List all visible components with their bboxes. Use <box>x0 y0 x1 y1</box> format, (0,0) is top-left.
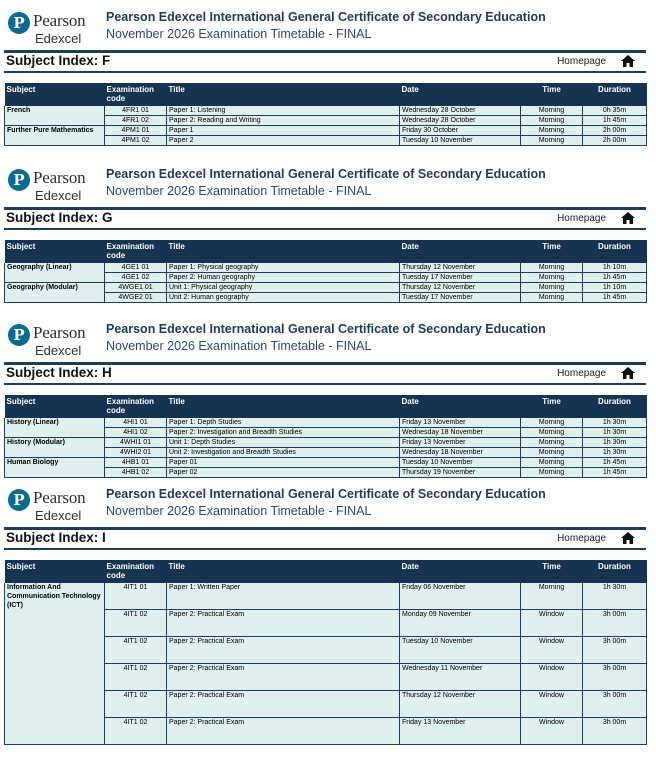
timetable-section <box>4 8 646 146</box>
logo-subbrand: Edexcel <box>35 188 82 203</box>
duration-cell: 2h 00m <box>583 126 647 136</box>
logo-wordmark: Pearson <box>33 488 86 507</box>
table-row <box>5 283 647 293</box>
subject-index-bar <box>4 207 646 230</box>
document-title: Pearson Edexcel International General Certificate of Secondary Education <box>106 167 546 181</box>
exam-code-cell: 4GE1 02 <box>105 273 167 283</box>
subject-index-heading: Subject Index: H <box>6 365 112 380</box>
paper-title-cell: Unit 2: Human geography <box>167 293 400 303</box>
column-header: Examination code <box>105 395 167 418</box>
duration-cell: 3h 00m <box>583 691 647 718</box>
timetable-section <box>4 165 646 303</box>
paper-title-cell: Paper 2: Practical Exam <box>167 718 400 745</box>
document-subtitle: November 2026 Examination Timetable - FINAL <box>106 27 372 41</box>
table-header-row <box>5 240 647 263</box>
pearson-logo <box>8 10 88 48</box>
column-header: Duration <box>583 395 647 418</box>
table-header-row <box>5 83 647 106</box>
logo-wordmark: Pearson <box>33 168 86 187</box>
exam-code-cell: 4IT1 02 <box>105 664 167 691</box>
page-header <box>4 8 646 48</box>
time-cell: Window <box>521 691 583 718</box>
exam-code-cell: 4PM1 01 <box>105 126 167 136</box>
document-subtitle: November 2026 Examination Timetable - FINAL <box>106 339 372 353</box>
paper-title-cell: Paper 2: Practical Exam <box>167 664 400 691</box>
homepage-link[interactable]: Homepage <box>557 368 606 379</box>
date-cell: Tuesday 10 November <box>400 637 521 664</box>
date-cell: Wednesday 28 October <box>400 106 521 116</box>
subject-index-bar <box>4 50 646 73</box>
logo-subbrand: Edexcel <box>35 508 82 523</box>
column-header: Date <box>400 560 521 583</box>
column-header: Duration <box>583 560 647 583</box>
exam-table <box>4 83 647 146</box>
exam-code-cell: 4GE1 01 <box>105 263 167 273</box>
document-subtitle: November 2026 Examination Timetable - FINAL <box>106 184 372 198</box>
pearson-logo <box>8 322 88 360</box>
time-cell: Window <box>521 664 583 691</box>
time-cell: Morning <box>521 273 583 283</box>
column-header: Date <box>400 395 521 418</box>
page-header <box>4 320 646 360</box>
date-cell: Friday 13 November <box>400 418 521 428</box>
time-cell: Morning <box>521 448 583 458</box>
paper-title-cell: Paper 01 <box>167 458 400 468</box>
exam-code-cell: 4HI1 01 <box>105 418 167 428</box>
page-header <box>4 485 646 525</box>
exam-code-cell: 4IT1 02 <box>105 718 167 745</box>
time-cell: Morning <box>521 458 583 468</box>
subject-cell: French <box>5 106 105 126</box>
subject-cell: History (Linear) <box>5 418 105 438</box>
paper-title-cell: Unit 1: Physical geography <box>167 283 400 293</box>
exam-code-cell: 4HB1 01 <box>105 458 167 468</box>
table-header-row <box>5 560 647 583</box>
table-row <box>5 438 647 448</box>
paper-title-cell: Unit 2: Investigation and Breadth Studies <box>167 448 400 458</box>
time-cell: Morning <box>521 438 583 448</box>
time-cell: Morning <box>521 418 583 428</box>
exam-code-cell: 4HB1 02 <box>105 468 167 478</box>
document-title: Pearson Edexcel International General Certificate of Secondary Education <box>106 322 546 336</box>
exam-code-cell: 4WGE2 01 <box>105 293 167 303</box>
date-cell: Monday 09 November <box>400 610 521 637</box>
paper-title-cell: Paper 1 <box>167 126 400 136</box>
time-cell: Morning <box>521 263 583 273</box>
date-cell: Wednesday 11 November <box>400 664 521 691</box>
duration-cell: 1h 45m <box>583 468 647 478</box>
duration-cell: 1h 10m <box>583 283 647 293</box>
table-row <box>5 418 647 428</box>
home-icon[interactable] <box>620 211 636 225</box>
homepage-link[interactable]: Homepage <box>557 533 606 544</box>
column-header: Subject <box>5 83 105 106</box>
duration-cell: 1h 45m <box>583 273 647 283</box>
paper-title-cell: Paper 02 <box>167 468 400 478</box>
time-cell: Window <box>521 610 583 637</box>
date-cell: Tuesday 10 November <box>400 458 521 468</box>
home-icon[interactable] <box>620 366 636 380</box>
exam-code-cell: 4WHI2 01 <box>105 448 167 458</box>
subject-index-heading: Subject Index: F <box>6 53 111 68</box>
logo-wordmark: Pearson <box>33 11 86 30</box>
time-cell: Morning <box>521 116 583 126</box>
column-header: Subject <box>5 560 105 583</box>
pearson-p-icon: P <box>8 12 30 34</box>
paper-title-cell: Paper 2: Practical Exam <box>167 691 400 718</box>
date-cell: Friday 30 October <box>400 126 521 136</box>
duration-cell: 1h 45m <box>583 458 647 468</box>
duration-cell: 1h 30m <box>583 583 647 610</box>
date-cell: Wednesday 18 November <box>400 448 521 458</box>
exam-code-cell: 4WHI1 01 <box>105 438 167 448</box>
time-cell: Morning <box>521 106 583 116</box>
date-cell: Wednesday 18 November <box>400 428 521 438</box>
column-header: Time <box>521 560 583 583</box>
duration-cell: 1h 30m <box>583 418 647 428</box>
time-cell: Morning <box>521 136 583 146</box>
column-header: Date <box>400 83 521 106</box>
subject-index-bar <box>4 362 646 385</box>
document-subtitle: November 2026 Examination Timetable - FINAL <box>106 504 372 518</box>
date-cell: Thursday 12 November <box>400 263 521 273</box>
date-cell: Tuesday 17 November <box>400 273 521 283</box>
paper-title-cell: Paper 2: Practical Exam <box>167 610 400 637</box>
date-cell: Tuesday 17 November <box>400 293 521 303</box>
date-cell: Tuesday 10 November <box>400 136 521 146</box>
exam-code-cell: 4IT1 02 <box>105 637 167 664</box>
document-title: Pearson Edexcel International General Certificate of Secondary Education <box>106 487 546 501</box>
logo-subbrand: Edexcel <box>35 31 82 46</box>
subject-cell: History (Modular) <box>5 438 105 458</box>
paper-title-cell: Unit 1: Depth Studies <box>167 438 400 448</box>
column-header: Title <box>167 395 400 418</box>
date-cell: Thursday 12 November <box>400 283 521 293</box>
pearson-p-icon: P <box>8 169 30 191</box>
duration-cell: 2h 00m <box>583 136 647 146</box>
duration-cell: 3h 00m <box>583 718 647 745</box>
timetable-section <box>4 320 646 478</box>
column-header: Date <box>400 240 521 263</box>
exam-code-cell: 4WGE1 01 <box>105 283 167 293</box>
table-header-row <box>5 395 647 418</box>
column-header: Duration <box>583 83 647 106</box>
column-header: Examination code <box>105 240 167 263</box>
time-cell: Window <box>521 637 583 664</box>
subject-cell: Human Biology <box>5 458 105 478</box>
date-cell: Thursday 19 November <box>400 468 521 478</box>
exam-table <box>4 395 647 478</box>
table-row <box>5 106 647 116</box>
logo-wordmark: Pearson <box>33 323 86 342</box>
exam-code-cell: 4HI1 02 <box>105 428 167 438</box>
duration-cell: 1h 10m <box>583 263 647 273</box>
duration-cell: 1h 30m <box>583 428 647 438</box>
duration-cell: 3h 00m <box>583 610 647 637</box>
paper-title-cell: Paper 2: Human geography <box>167 273 400 283</box>
paper-title-cell: Paper 1: Depth Studies <box>167 418 400 428</box>
time-cell: Morning <box>521 126 583 136</box>
time-cell: Morning <box>521 293 583 303</box>
paper-title-cell: Paper 2: Practical Exam <box>167 637 400 664</box>
duration-cell: 3h 00m <box>583 637 647 664</box>
exam-code-cell: 4FR1 02 <box>105 116 167 126</box>
column-header: Subject <box>5 240 105 263</box>
homepage-link[interactable]: Homepage <box>557 213 606 224</box>
date-cell: Friday 13 November <box>400 438 521 448</box>
column-header: Title <box>167 240 400 263</box>
document-title: Pearson Edexcel International General Certificate of Secondary Education <box>106 10 546 24</box>
pearson-logo <box>8 167 88 205</box>
duration-cell: 1h 30m <box>583 438 647 448</box>
table-row <box>5 458 647 468</box>
subject-cell: Further Pure Mathematics <box>5 126 105 146</box>
exam-code-cell: 4IT1 02 <box>105 691 167 718</box>
exam-code-cell: 4IT1 02 <box>105 610 167 637</box>
paper-title-cell: Paper 2: Reading and Writing <box>167 116 400 126</box>
home-icon[interactable] <box>620 54 636 68</box>
subject-index-heading: Subject Index: G <box>6 210 113 225</box>
date-cell: Thursday 12 November <box>400 691 521 718</box>
column-header: Examination code <box>105 83 167 106</box>
table-row <box>5 126 647 136</box>
time-cell: Morning <box>521 283 583 293</box>
table-row <box>5 263 647 273</box>
column-header: Title <box>167 560 400 583</box>
date-cell: Friday 13 November <box>400 718 521 745</box>
logo-subbrand: Edexcel <box>35 343 82 358</box>
column-header: Duration <box>583 240 647 263</box>
column-header: Title <box>167 83 400 106</box>
exam-table <box>4 240 647 303</box>
paper-title-cell: Paper 2 <box>167 136 400 146</box>
time-cell: Morning <box>521 428 583 438</box>
subject-cell: Geography (Linear) <box>5 263 105 283</box>
duration-cell: 1h 30m <box>583 448 647 458</box>
subject-index-heading: Subject Index: I <box>6 530 106 545</box>
duration-cell: 0h 35m <box>583 106 647 116</box>
timetable-section <box>4 485 646 745</box>
table-row <box>5 583 647 610</box>
paper-title-cell: Paper 1: Written Paper <box>167 583 400 610</box>
duration-cell: 1h 45m <box>583 116 647 126</box>
time-cell: Morning <box>521 583 583 610</box>
date-cell: Friday 06 November <box>400 583 521 610</box>
subject-cell: Information And Communication Technology (ICT) <box>5 583 105 745</box>
column-header: Subject <box>5 395 105 418</box>
paper-title-cell: Paper 1: Listening <box>167 106 400 116</box>
subject-cell: Geography (Modular) <box>5 283 105 303</box>
paper-title-cell: Paper 1: Physical geography <box>167 263 400 273</box>
column-header: Time <box>521 83 583 106</box>
exam-code-cell: 4PM1 02 <box>105 136 167 146</box>
time-cell: Morning <box>521 468 583 478</box>
pearson-logo <box>8 487 88 525</box>
home-icon[interactable] <box>620 531 636 545</box>
subject-index-bar <box>4 527 646 550</box>
paper-title-cell: Paper 2: Investigation and Breadth Studies <box>167 428 400 438</box>
pearson-p-icon: P <box>8 489 30 511</box>
pearson-p-icon: P <box>8 324 30 346</box>
homepage-link[interactable]: Homepage <box>557 56 606 67</box>
exam-code-cell: 4IT1 01 <box>105 583 167 610</box>
exam-code-cell: 4FR1 01 <box>105 106 167 116</box>
exam-table <box>4 560 647 745</box>
duration-cell: 3h 00m <box>583 664 647 691</box>
page-header <box>4 165 646 205</box>
column-header: Examination code <box>105 560 167 583</box>
date-cell: Wednesday 28 October <box>400 116 521 126</box>
column-header: Time <box>521 395 583 418</box>
column-header: Time <box>521 240 583 263</box>
time-cell: Window <box>521 718 583 745</box>
duration-cell: 1h 45m <box>583 293 647 303</box>
